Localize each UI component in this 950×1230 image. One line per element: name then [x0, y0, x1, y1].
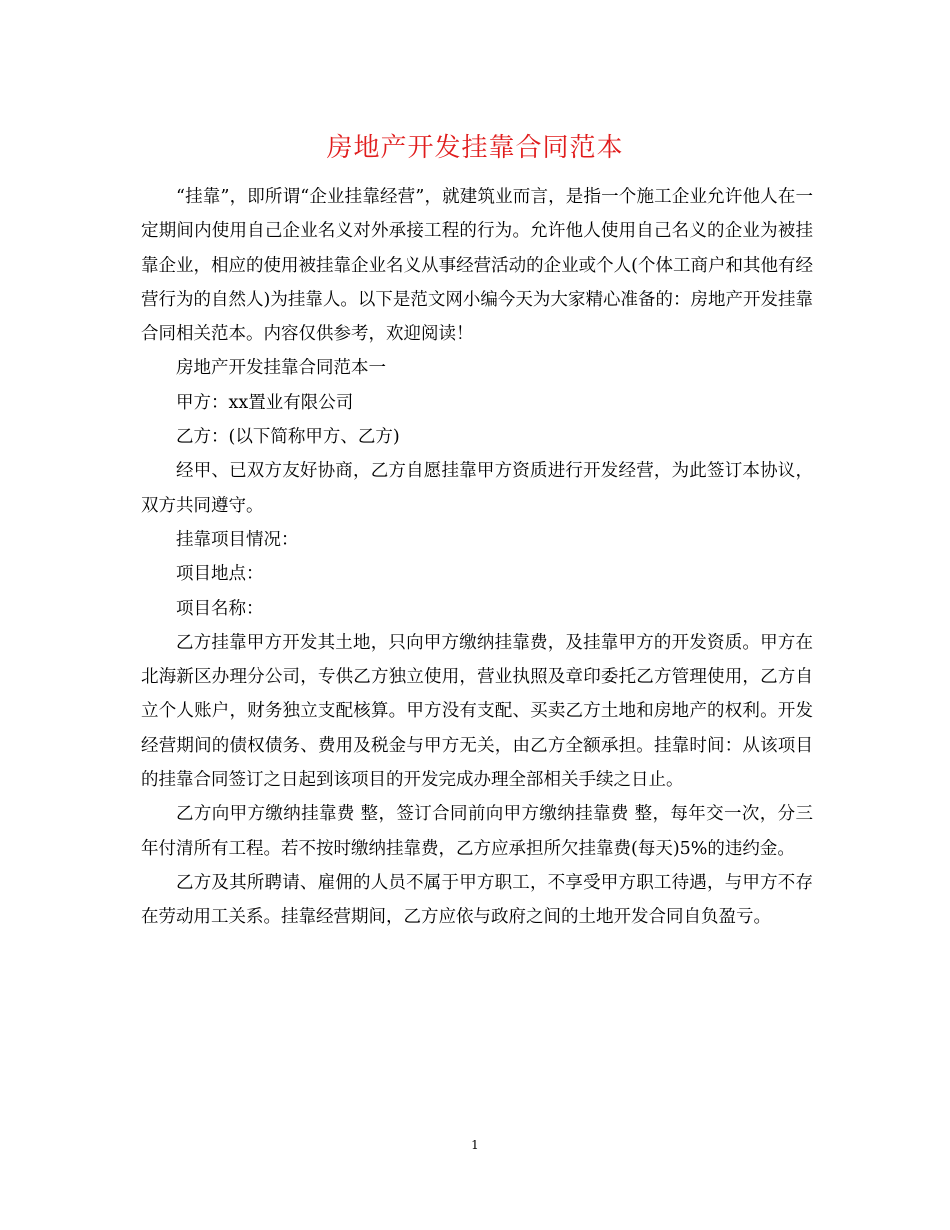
project-info-heading: 挂靠项目情况：: [176, 529, 299, 550]
project-name-line: 项目名称：: [176, 598, 264, 619]
intro-paragraph: “挂靠”，即所谓“企业挂靠经营”，就建筑业而言，是指一个施工企业允许他人在一定期间内使用自己企业名义对外承接工程的行为。允许他人使用自己名义的企业为被挂靠企业，相应的使用被挂靠企业名义从事经营活动的企业或个人(个体工商户和其他有经营行为的自然人)为挂靠人。以下是范文网小编今天为大家精心准备的：房地产开发挂靠合同相关范本。内容仅供参考，欢迎阅读！: [141, 187, 813, 345]
document-title: 房地产开发挂靠合同范本: [326, 133, 624, 163]
contract-heading: 房地产开发挂靠合同范本一: [176, 358, 386, 379]
document-body: [141, 180, 813, 935]
fee-paragraph: 乙方向甲方缴纳挂靠费 整，签订合同前向甲方缴纳挂靠费 整，每年交一次，分三年付清所有工程。若不按时缴纳挂靠费，乙方应承担所欠挂靠费(每天)5%的违约金。: [141, 804, 813, 859]
personnel-paragraph: 乙方及其所聘请、雇佣的人员不属于甲方职工，不享受甲方职工待遇，与甲方不存在劳动用工关系。挂靠经营期间，乙方应依与政府之间的土地开发合同自负盈亏。: [141, 872, 813, 928]
agreement-paragraph: 经甲、已双方友好协商，乙方自愿挂靠甲方资质进行开发经营，为此签订本协议，双方共同遵守。: [141, 461, 813, 516]
project-location-line: 项目地点：: [176, 564, 264, 585]
party-a-line: 甲方：xx置业有限公司: [176, 392, 354, 413]
party-b-line: 乙方：(以下简称甲方、乙方): [176, 427, 400, 448]
clause-paragraph: 乙方挂靠甲方开发其土地，只向甲方缴纳挂靠费，及挂靠甲方的开发资质。甲方在北海新区办理分公司，专供乙方独立使用，营业执照及章印委托乙方管理使用，乙方自立个人账户，财务独立支配核算。甲方没有支配、买卖乙方土地和房地产的权利。开发经营期间的债权债务、费用及税金与甲方无关，由乙方全额承担。挂靠时间：从该项目的挂靠合同签订之日起到该项目的开发完成办理全部相关手续之日止。: [141, 632, 813, 791]
page-number: 1: [471, 1138, 479, 1152]
